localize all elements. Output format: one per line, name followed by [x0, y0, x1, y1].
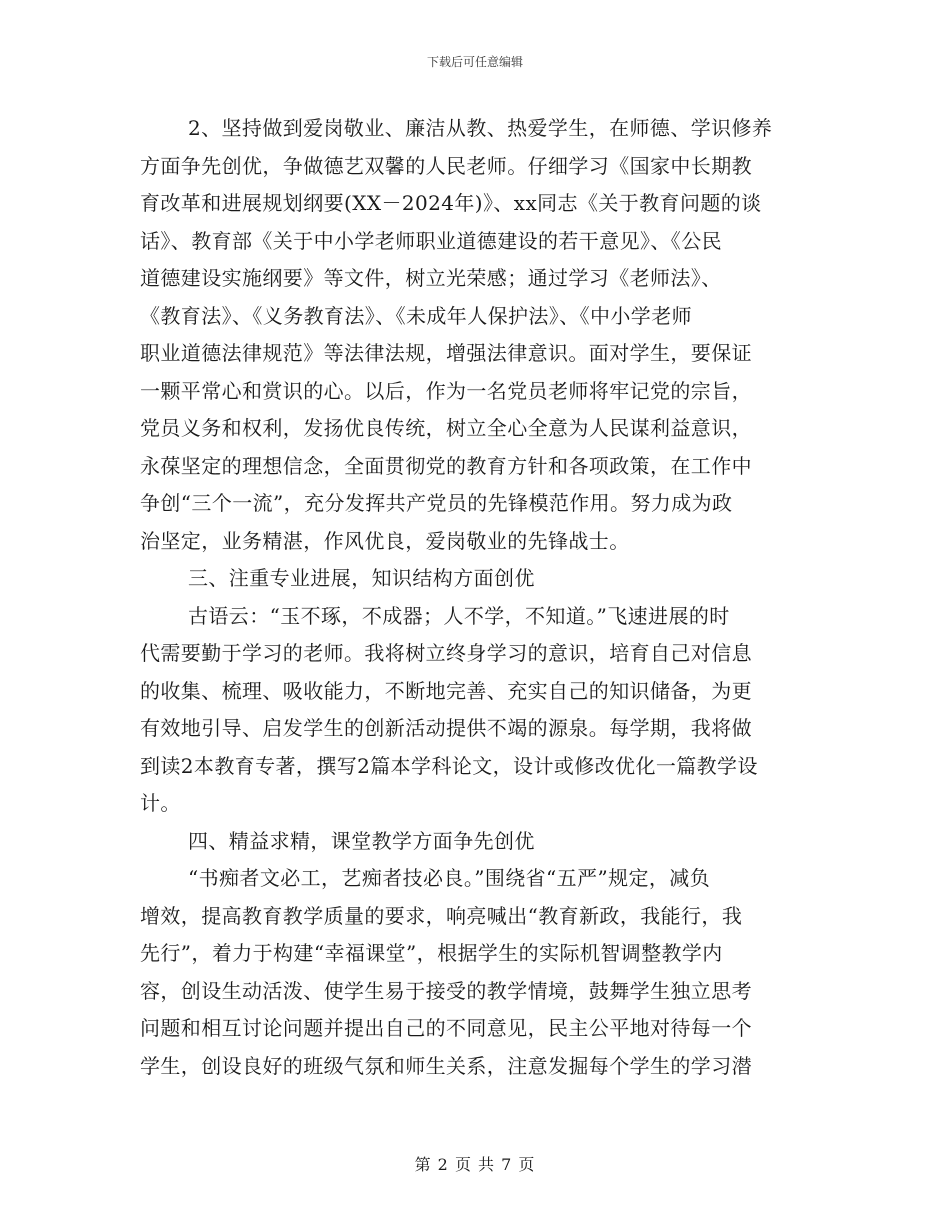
paragraph-1-line-4: 话》、教育部《关于中小学老师职业道德建设的若干意见》、《公民 [140, 228, 722, 253]
section-heading-3: 三、注重专业进展，知识结构方面创优 [188, 566, 535, 590]
paragraph-1-line-10: 永葆坚定的理想信念，全面贯彻党的教育方针和各项政策，在工作中 [140, 453, 752, 478]
paragraph-5-line-2: 增效，提高教育教学质量的要求，响亮喊出“教育新政，我能行，我 [140, 903, 743, 928]
paragraph-1-line-5: 道德建设实施纲要》等文件，树立光荣感；通过学习《老师法》、 [140, 266, 722, 290]
paragraph-5-line-6: 学生，创设良好的班级气氛和师生关系，注意发掘每个学生的学习潜 [140, 1053, 752, 1078]
paragraph-1-line-2: 方面争先创优，争做德艺双馨的人民老师。仔细学习《国家中长期教 [140, 153, 752, 178]
paragraph-1-line-6: 《教育法》、《义务教育法》、《未成年人保护法》、《中小学老师 [140, 303, 692, 328]
paragraph-3-line-4: 有效地引导、启发学生的创新活动提供不竭的源泉。每学期，我将做 [140, 716, 752, 740]
paragraph-3-line-6: 计。 [140, 791, 181, 815]
paragraph-1-line-7: 职业道德法律规范》等法律法规，增强法律意识。面对学生，要保证 [140, 341, 752, 365]
page-header-note: 下载后可任意编辑 [426, 55, 523, 69]
paragraph-3-line-5: 到读2本教育专著，撰写2篇本学科论文，设计或修改优化一篇教学设 [140, 753, 758, 778]
page-number: 第 2 页 共 7 页 [414, 1155, 536, 1174]
paragraph-1-line-12: 治坚定，业务精湛，作风优良，爱岗敬业的先锋战士。 [140, 528, 630, 553]
paragraph-1-line-1: 2、坚持做到爱岗敬业、廉洁从教、热爱学生，在师德、学识修养 [188, 116, 773, 140]
section-heading-4: 四、精益求精，课堂教学方面争先创优 [188, 828, 535, 853]
document-body [140, 110, 810, 1085]
paragraph-1-line-11: 争创“三个一流”，充分发挥共产党员的先锋模范作用。努力成为政 [140, 491, 733, 515]
paragraph-5-line-5: 问题和相互讨论问题并提出自己的不同意见，民主公平地对待每一个 [140, 1016, 752, 1040]
paragraph-3-line-1: 古语云：“玉不琢，不成器；人不学，不知道。”飞速进展的时 [188, 603, 730, 628]
paragraph-5-line-3: 先行”，着力于构建“幸福课堂”，根据学生的实际机智调整教学内 [140, 941, 723, 965]
paragraph-5-line-1: “书痴者文必工，艺痴者技必良。”围绕省“五严”规定，减负 [188, 866, 711, 890]
paragraph-5-line-4: 容，创设生动活泼、使学生易于接受的教学情境，鼓舞学生独立思考 [140, 978, 752, 1003]
paragraph-3-line-3: 的收集、梳理、吸收能力，不断地完善、充实自己的知识储备，为更 [140, 678, 752, 703]
paragraph-1-line-8: 一颗平常心和赏识的心。以后，作为一名党员老师将牢记党的宗旨， [140, 378, 752, 403]
paragraph-3-line-2: 代需要勤于学习的老师。我将树立终身学习的意识，培育自己对信息 [140, 641, 752, 665]
paragraph-1-line-3: 育改革和进展规划纲要(XX－2024年)》、xx同志《关于教育问题的谈 [140, 191, 762, 215]
paragraph-1-line-9: 党员义务和权利，发扬优良传统，树立全心全意为人民谋利益意识， [140, 416, 752, 440]
